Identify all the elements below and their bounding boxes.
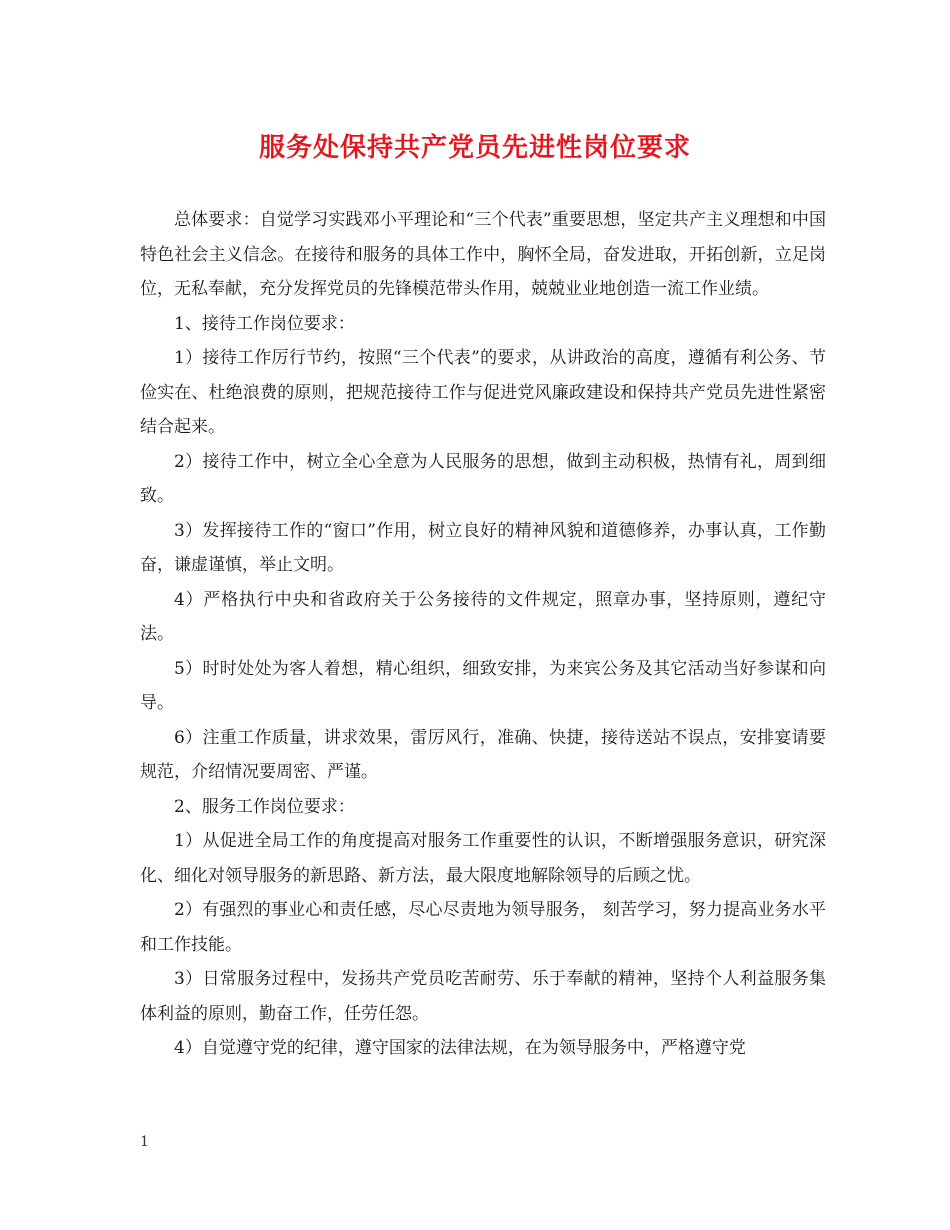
paragraph-service-2: 2）有强烈的事业心和责任感，尽心尽责地为领导服务， 刻苦学习，努力提高业务水平和工作技能。	[140, 900, 826, 955]
section-heading-service: 2、服务工作岗位要求：	[174, 796, 355, 817]
paragraph-reception-6: 6）注重工作质量，讲求效果，雷厉风行，准确、快捷，接待送站不误点，安排宴请要规范，介绍情况要周密、严谨。	[140, 727, 826, 782]
page-number: 1	[140, 1134, 149, 1150]
paragraph-service-3: 3）日常服务过程中，发扬共产党员吃苦耐劳、乐于奉献的精神，坚持个人利益服务集体利益的原则，勤奋工作，任劳任怨。	[140, 969, 826, 1024]
paragraph-reception-3: 3）发挥接待工作的“窗口”作用，树立良好的精神风貌和道德修养，办事认真，工作勤奋，谦虚谨慎，举止文明。	[140, 520, 826, 575]
document-title: 服务处保持共产党员先进性岗位要求	[258, 133, 691, 163]
paragraph-reception-2: 2）接待工作中，树立全心全意为人民服务的思想，做到主动积极，热情有礼，周到细致。	[140, 451, 826, 506]
document-body	[140, 203, 826, 1066]
paragraph-service-1: 1）从促进全局工作的角度提高对服务工作重要性的认识，不断增强服务意识，研究深化、细化对领导服务的新思路、新方法，最大限度地解除领导的后顾之忧。	[140, 831, 826, 886]
paragraph-reception-5: 5）时时处处为客人着想，精心组织，细致安排，为来宾公务及其它活动当好参谋和向导。	[140, 658, 826, 713]
paragraph-service-4: 4）自觉遵守党的纪律，遵守国家的法律法规，在为领导服务中，严格遵守党	[174, 1038, 746, 1058]
section-heading-reception: 1、接待工作岗位要求：	[174, 313, 355, 334]
paragraph-general-requirements: 总体要求：自觉学习实践邓小平理论和“三个代表”重要思想，坚定共产主义理想和中国特色社会主义信念。在接待和服务的具体工作中，胸怀全局，奋发进取，开拓创新，立足岗位，无私奉献，充分发挥党员的先锋模范带头作用，兢兢业业地创造一流工作业绩。	[140, 210, 826, 299]
paragraph-reception-4: 4）严格执行中央和省政府关于公务接待的文件规定，照章办事，坚持原则，遵纪守法。	[140, 589, 826, 644]
paragraph-reception-1: 1）接待工作厉行节约，按照“三个代表”的要求，从讲政治的高度，遵循有利公务、节俭实在、杜绝浪费的原则，把规范接待工作与促进党风廉政建设和保持共产党员先进性紧密结合起来。	[140, 348, 826, 437]
